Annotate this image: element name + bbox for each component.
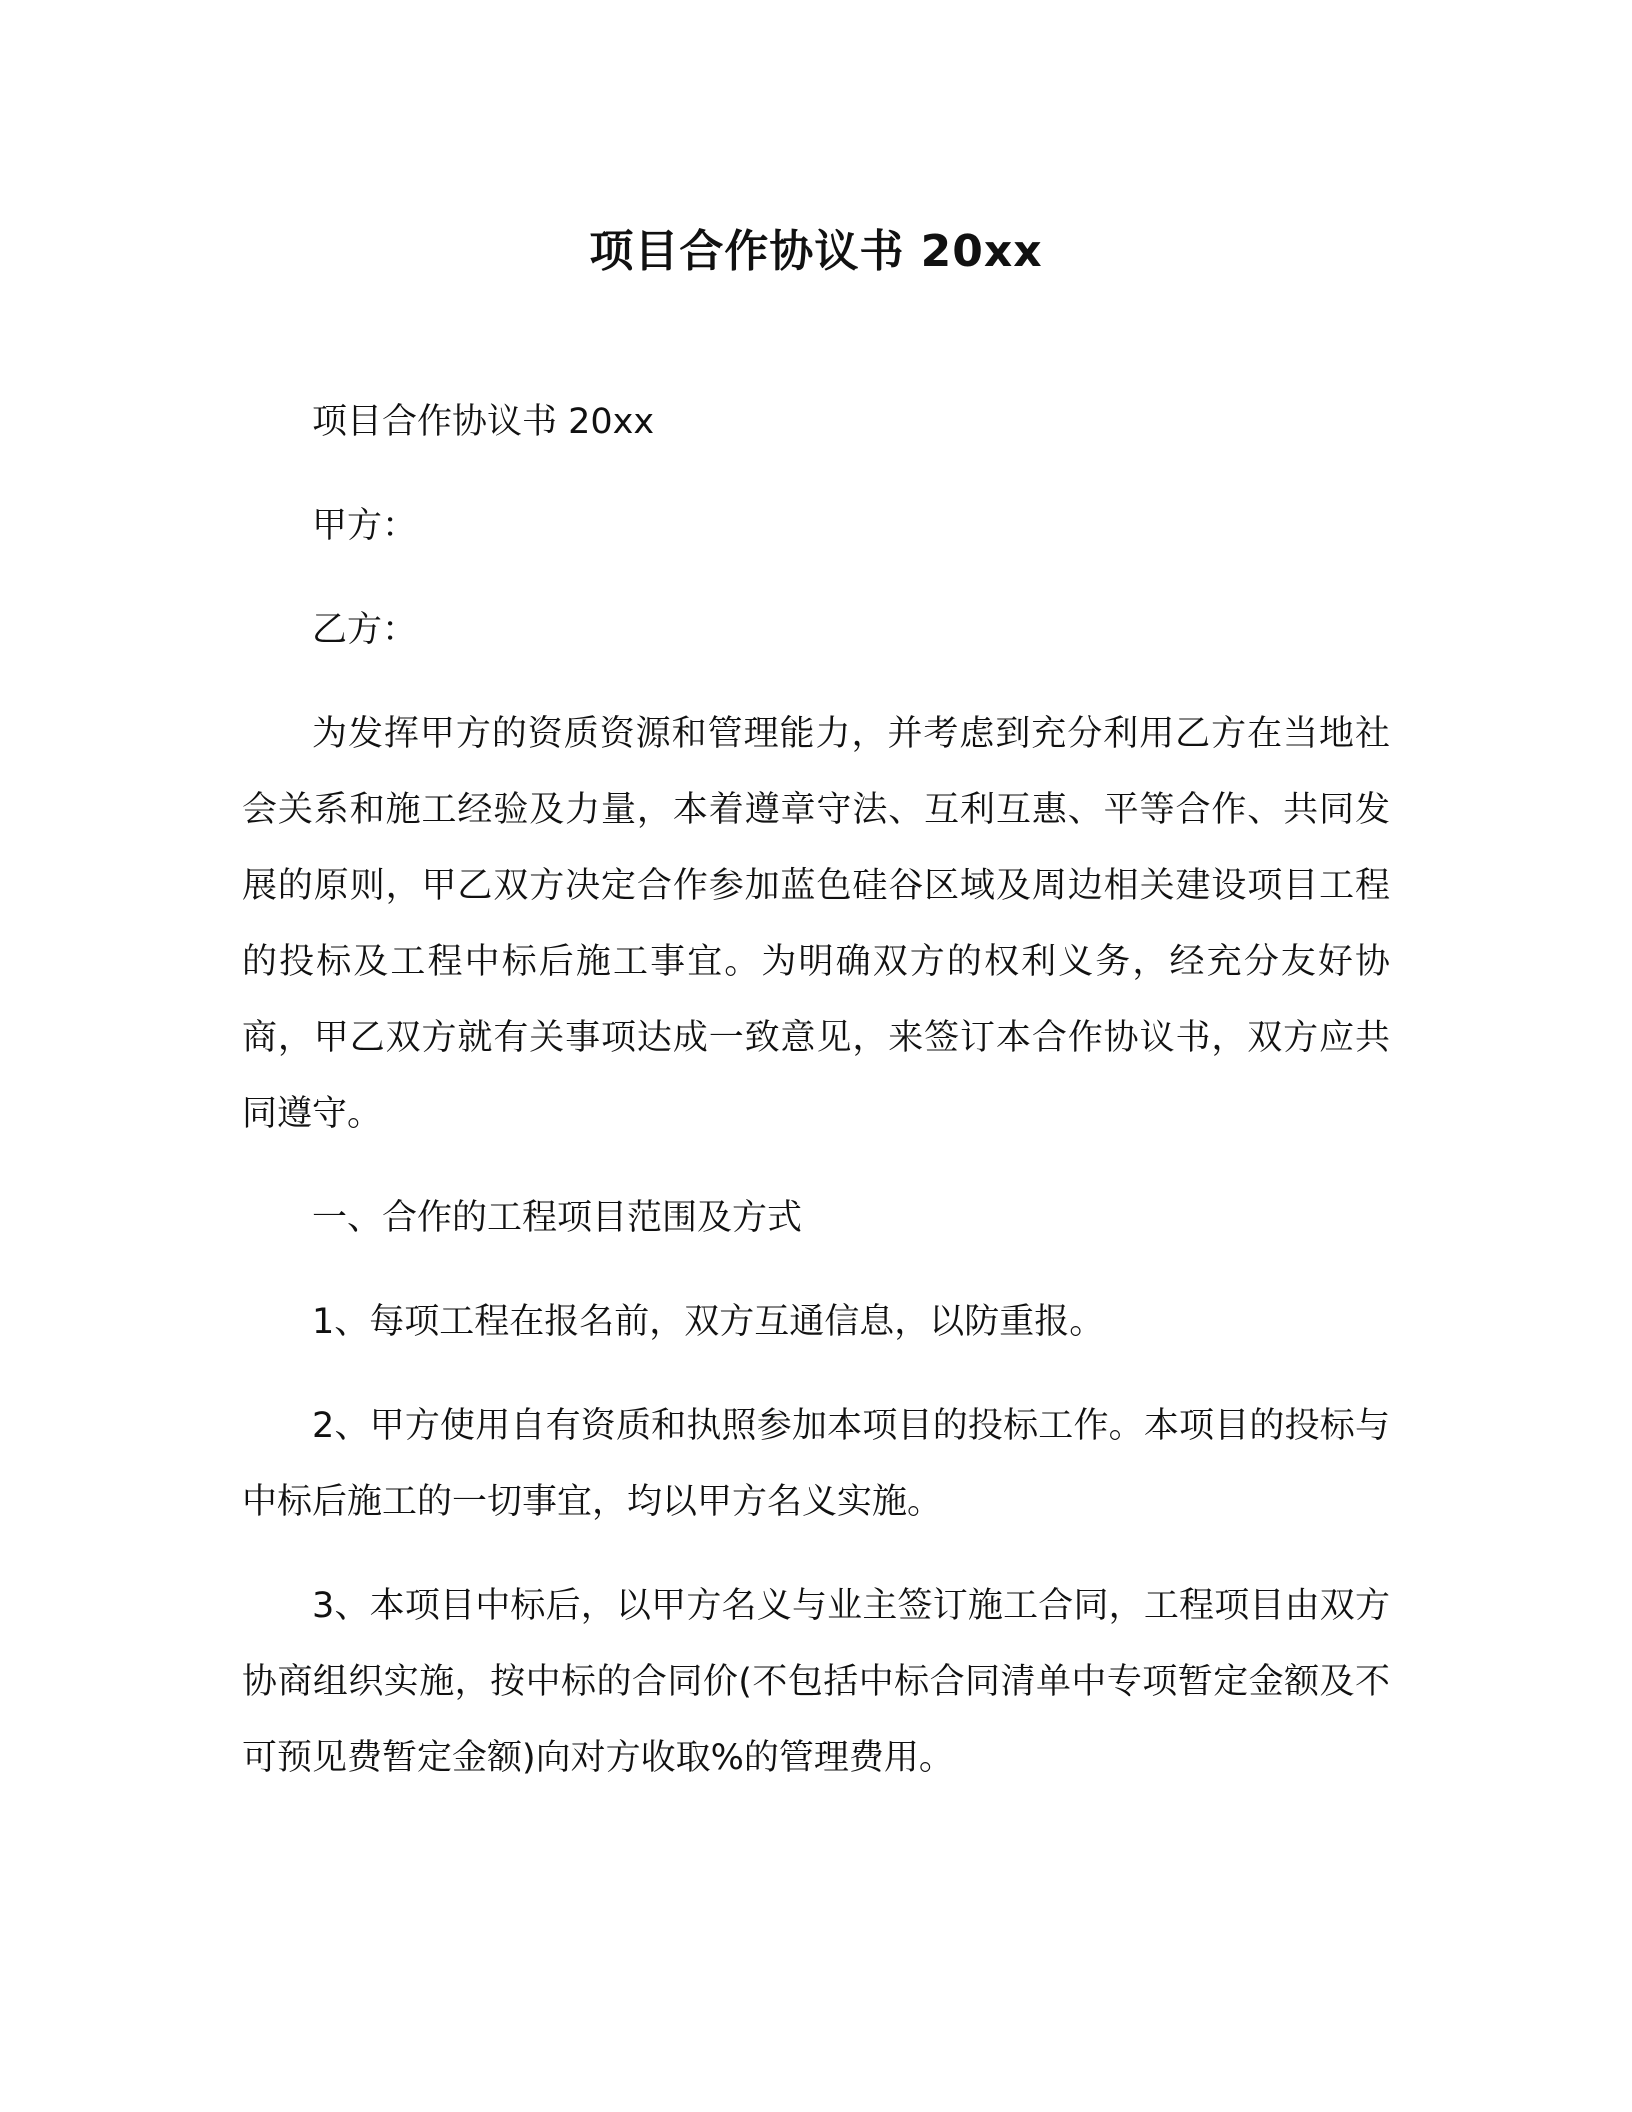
document-title: 项目合作协议书 20xx [589, 226, 1043, 277]
clause-1: 1、每项工程在报名前，双方互通信息，以防重报。 [312, 1302, 1105, 1342]
clause-3: 3、本项目中标后，以甲方名义与业主签订施工合同，工程项目由双方协商组织实施，按中标的合同价(不包括中标合同清单中专项暂定金额及不可预见费暂定金额)向对方收取%的管理费用。 [242, 1586, 1390, 1778]
document-body [242, 384, 1390, 1824]
paragraph-subtitle: 项目合作协议书 20xx [312, 402, 655, 442]
paragraph-party-b: 乙方： [312, 610, 418, 650]
paragraph-preamble: 为发挥甲方的资质资源和管理能力，并考虑到充分利用乙方在当地社会关系和施工经验及力量，本着遵章守法、互利互惠、平等合作、共同发展的原则，甲乙双方决定合作参加蓝色硅谷区域及周边相关建设项目工程的投标及工程中标后施工事宜。为明确双方的权利义务，经充分友好协商，甲乙双方就有关事项达成一致意见，来签订本合作协议书，双方应共同遵守。 [242, 714, 1390, 1134]
clause-2: 2、甲方使用自有资质和执照参加本项目的投标工作。本项目的投标与中标后施工的一切事宜，均以甲方名义实施。 [242, 1406, 1390, 1522]
section-heading-1: 一、合作的工程项目范围及方式 [312, 1198, 803, 1238]
paragraph-party-a: 甲方： [312, 506, 418, 546]
